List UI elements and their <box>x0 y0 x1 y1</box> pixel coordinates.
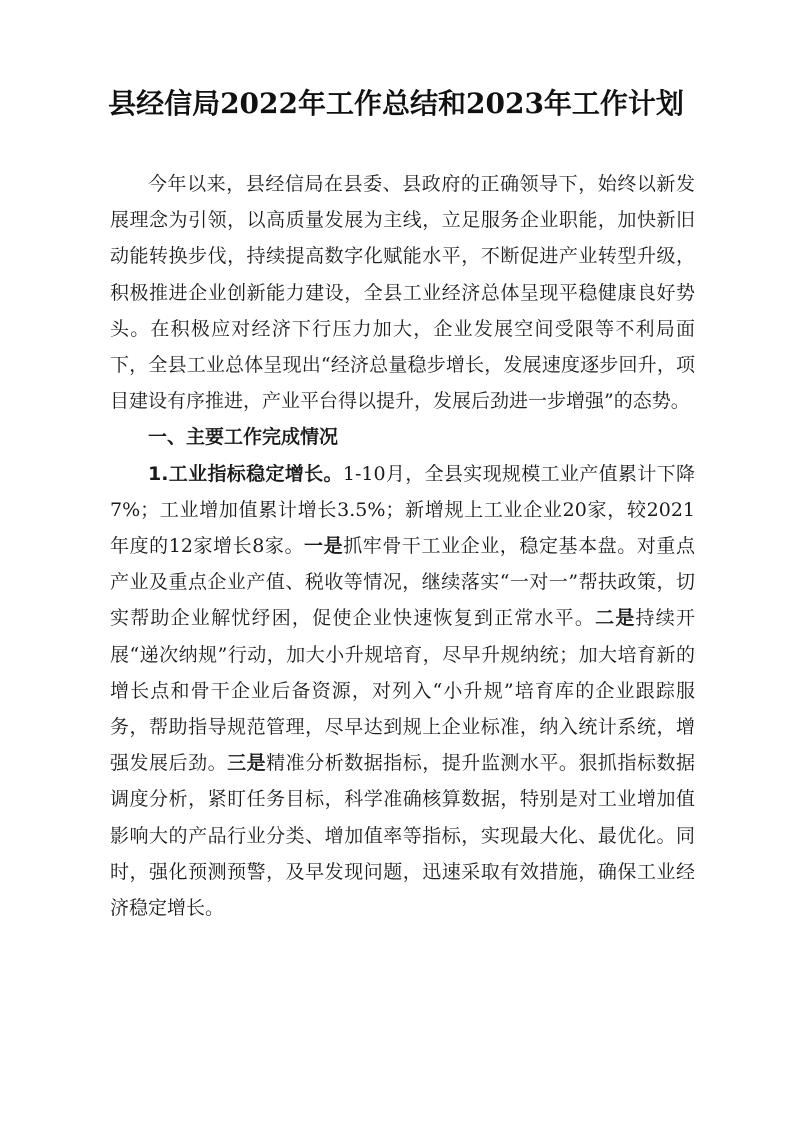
item-1-text-b: 抓牢骨干工业企业，稳定基本盘。对重点产业及重点企业产值、税收等情况，继续落实“一对一”帮扶政策，切实帮助企业解忧纾困，促使企业快速恢复到正常水平。 <box>110 535 695 630</box>
item-1-label-2: 二是 <box>595 607 636 630</box>
document-body <box>110 166 695 926</box>
item-1-paragraph <box>110 456 695 927</box>
section-heading: 一、主要工作完成情况 <box>148 426 339 449</box>
item-1-text-c: 持续开展“递次纳规”行动，加大小升规培育，尽早升规纳统；加大培育新的增长点和骨干企业后备资源，对列入“小升规”培育库的企业跟踪服务，帮助指导规范管理，尽早达到规上企业标准，纳入统计系统，增强发展后劲。 <box>110 607 695 775</box>
item-1-lead: 1.工业指标稳定增长。 <box>148 462 343 485</box>
item-1-label-3: 三是 <box>227 752 267 775</box>
intro-paragraph: 今年以来，县经信局在县委、县政府的正确领导下，始终以新发展理念为引领，以高质量发展为主线，立足服务企业职能，加快新旧动能转换步伐，持续提高数字化赋能水平，不断促进产业转型升级，积极推进企业创新能力建设，全县工业经济总体呈现平稳健康良好势头。在积极应对经济下行压力加大，企业发展空间受限等不利局面下，全县工业总体呈现出“经济总量稳步增长，发展速度逐步回升，项目建设有序推进，产业平台得以提升，发展后劲进一步增强”的态势。 <box>110 173 695 413</box>
item-1-text-a: 1-10月，全县实现规模工业产值累计下降7%；工业增加值累计增长3.5%；新增规上工业企业20家，较2021年度的12家增长8家。 <box>110 462 695 558</box>
item-1-text-d: 精准分析数据指标，提升监测水平。狠抓指标数据调度分析，紧盯任务目标，科学准确核算数据，特别是对工业增加值影响大的产品行业分类、增加值率等指标，实现最大化、最优化。同时，强化预测预警，及早发现问题，迅速采取有效措施，确保工业经济稳定增长。 <box>110 752 695 920</box>
item-1-label-1: 一是 <box>304 535 344 558</box>
document-title: 县经信局2022年工作总结和2023年工作计划 <box>108 87 684 120</box>
